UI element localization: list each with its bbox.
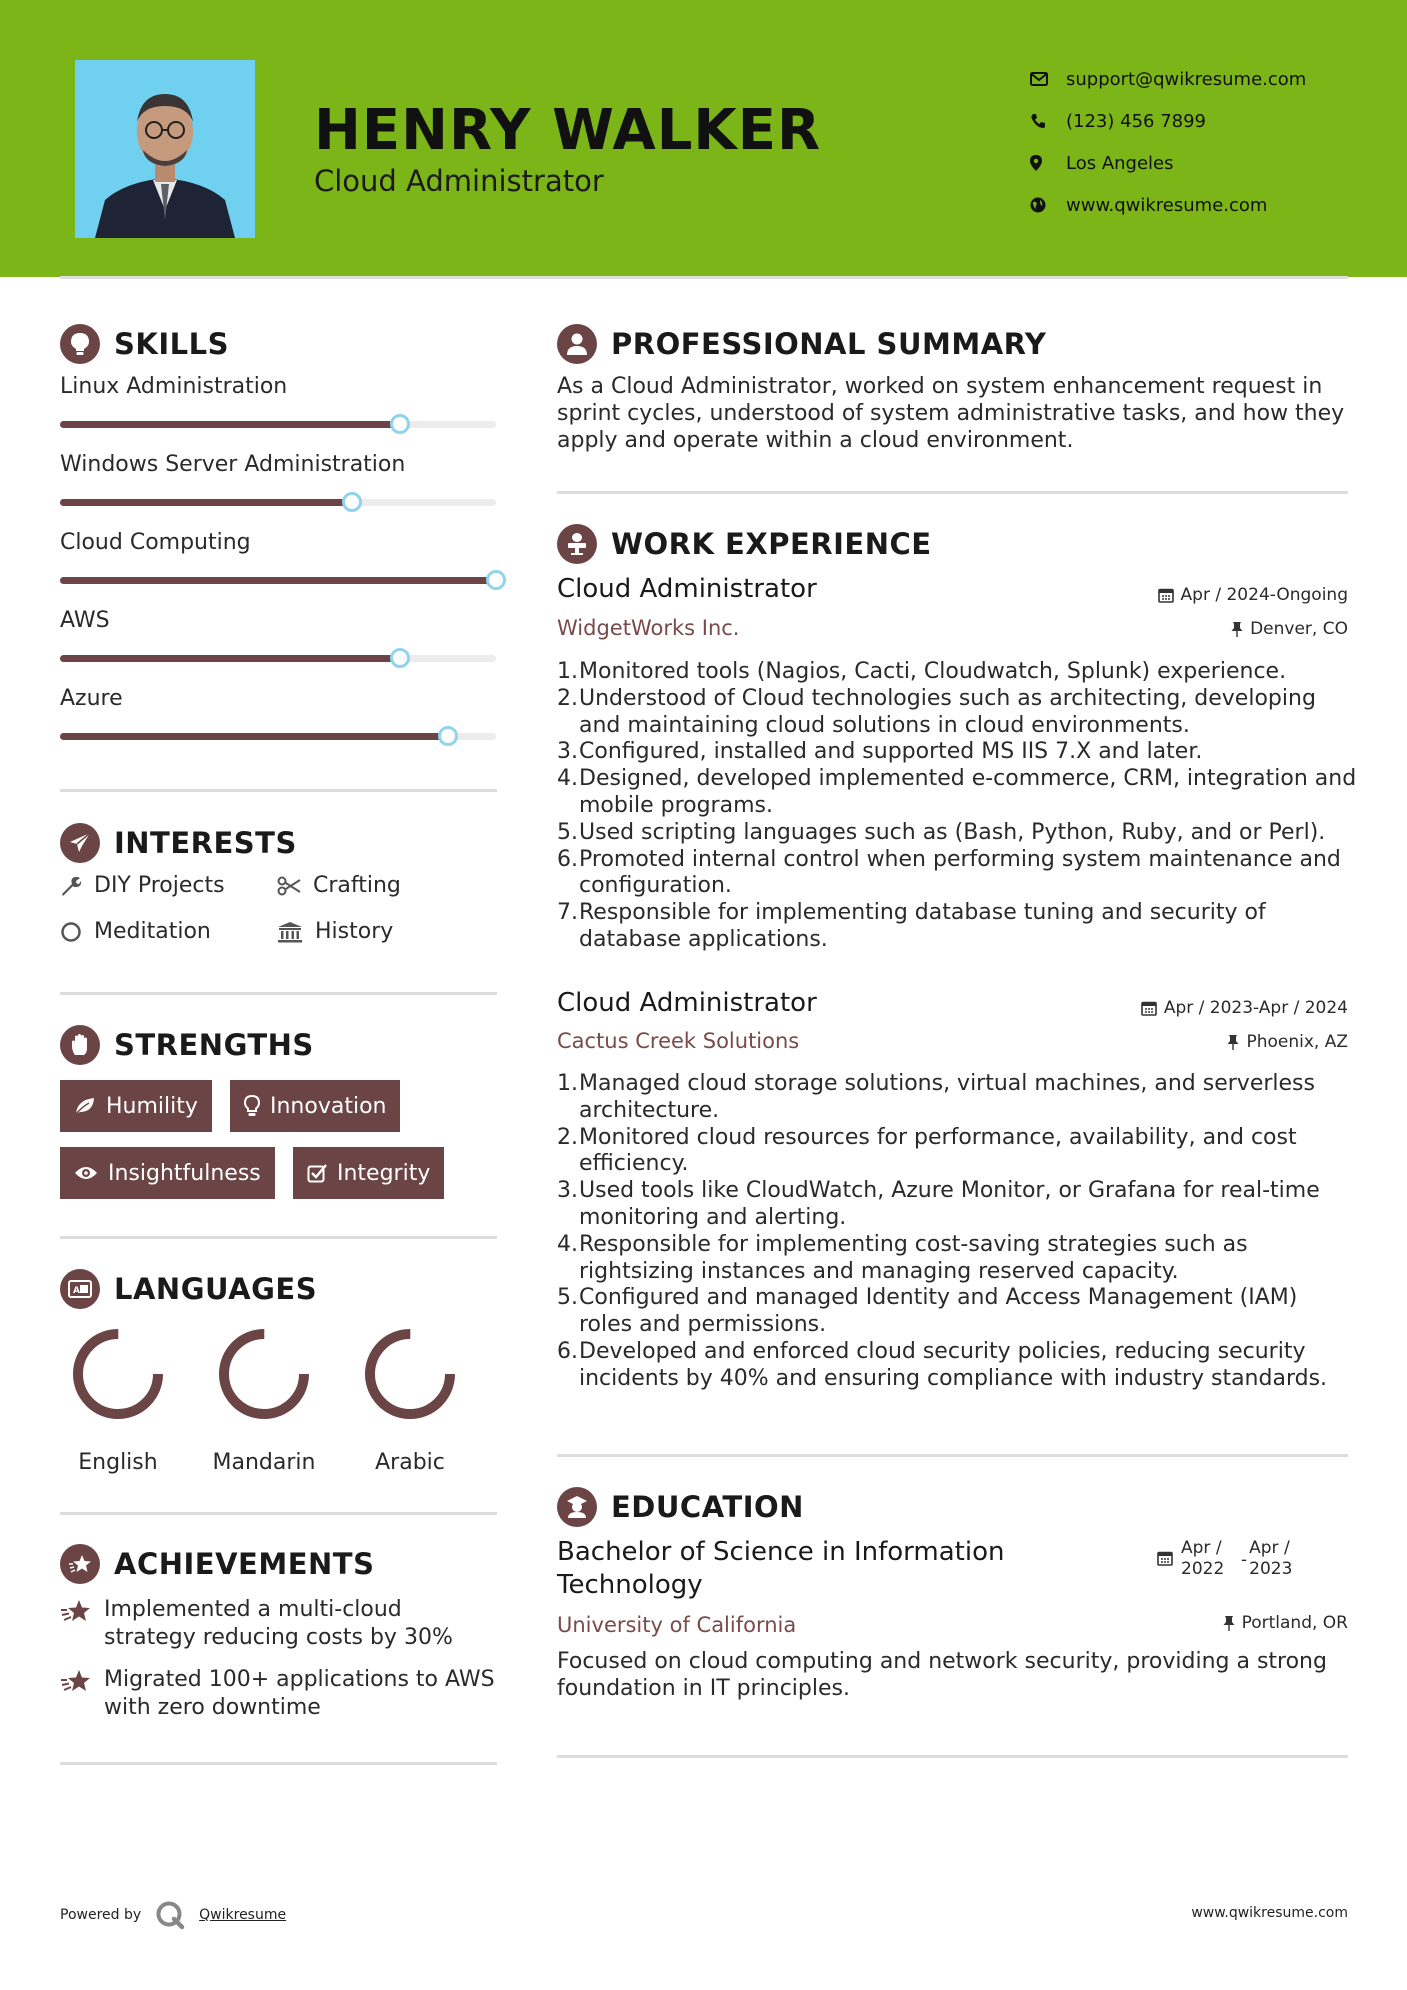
calendar-icon [1158, 587, 1174, 603]
school-name: University of California [557, 1613, 797, 1637]
strength-tag [230, 1080, 400, 1132]
interest-item [277, 873, 401, 898]
languages-divider [60, 1512, 497, 1515]
shooting-star-icon [60, 1544, 100, 1584]
achievements-title: ACHIEVEMENTS [114, 1547, 375, 1581]
duty-item [557, 1125, 1357, 1179]
experience-heading [557, 524, 932, 564]
duty-number: 1. [557, 1071, 578, 1096]
skill-bar [60, 655, 496, 662]
education-location-text: Portland, OR [1241, 1613, 1348, 1633]
job-location [1231, 619, 1348, 639]
experience-title: WORK EXPERIENCE [611, 527, 932, 561]
duty-number: 2. [557, 1124, 578, 1150]
lightbulb-icon [60, 324, 100, 364]
header-banner [0, 0, 1407, 277]
duty-text: Responsible for implementing database tuning and security of database applications. [579, 900, 1266, 952]
skill-bar-knob [390, 414, 410, 434]
duty-text: Managed cloud storage solutions, virtual machines, and serverless architecture. [579, 1071, 1315, 1123]
strength-label: Insightfulness [108, 1160, 261, 1186]
wrench-icon [60, 875, 82, 897]
duty-item [557, 820, 1357, 847]
podium-icon [557, 524, 597, 564]
duty-item [557, 1339, 1357, 1393]
language-item [209, 1328, 319, 1475]
contact-email[interactable] [1030, 58, 1306, 100]
duty-number: 6. [557, 1338, 578, 1364]
qwikresume-link[interactable]: Qwikresume [199, 1907, 287, 1923]
duty-text: Developed and enforced cloud security policies, reducing security incidents by 40% and ensuring compliance with industry standards. [579, 1338, 1328, 1391]
eye-icon [74, 1165, 98, 1181]
strength-tag [60, 1080, 212, 1132]
duty-text: Designed, developed implemented e-commerce, CRM, integration and mobile programs. [579, 766, 1357, 818]
skill-bar-knob [390, 648, 410, 668]
skill-bar-fill [60, 577, 496, 584]
duty-item [557, 1285, 1357, 1339]
powered-by-text: Powered by [60, 1907, 142, 1923]
skill-bar-fill [60, 655, 400, 662]
achievement-text: Migrated 100+ applications to AWS with zero downtime [104, 1667, 495, 1720]
duty-text: Used tools like CloudWatch, Azure Monitor, or Grafana for real-time monitoring and alerting. [579, 1178, 1320, 1230]
summary-divider [557, 491, 1348, 494]
skill-bar-knob [438, 726, 458, 746]
language-ring [218, 1328, 310, 1420]
job-dates [1141, 998, 1348, 1018]
skill-label: Linux Administration [60, 374, 288, 399]
candidate-title: Cloud Administrator [314, 164, 604, 198]
skills-divider [60, 789, 497, 792]
summary-heading [557, 324, 1046, 364]
svg-text:A: A [73, 1286, 80, 1296]
skill-bar [60, 577, 496, 584]
strengths-divider [60, 1236, 497, 1239]
map-pin-icon [1030, 155, 1066, 171]
duty-item [557, 847, 1357, 901]
skill-bar-knob [342, 492, 362, 512]
skill-label: AWS [60, 608, 110, 633]
strength-tag [60, 1147, 275, 1199]
contact-email-text: support@qwikresume.com [1066, 68, 1307, 90]
interests-divider [60, 992, 497, 995]
education-description: Focused on cloud computing and network security, providing a strong foundation in IT principles. [557, 1649, 1327, 1701]
skill-bar-fill [60, 421, 400, 428]
experience-divider [557, 1454, 1348, 1457]
pushpin-icon [1227, 1034, 1239, 1050]
language-ring [72, 1328, 164, 1420]
strengths-title: STRENGTHS [114, 1028, 314, 1062]
job-location-text: Denver, CO [1250, 619, 1348, 639]
interest-item [277, 919, 393, 944]
duty-number: 4. [557, 766, 578, 792]
duty-item [557, 739, 1357, 766]
checkbox-icon [307, 1163, 327, 1183]
interest-label: History [315, 919, 394, 944]
duty-item [557, 1232, 1357, 1286]
duty-text: Used scripting languages such as (Bash, Python, Ruby, and or Perl). [579, 819, 1326, 845]
degree-title: Bachelor of Science in Information Technology [557, 1537, 1005, 1600]
duty-number: 7. [557, 900, 578, 926]
skills-title: SKILLS [114, 327, 229, 361]
strength-label: Innovation [270, 1093, 387, 1119]
strength-label: Humility [106, 1093, 198, 1119]
duty-number: 1. [557, 659, 578, 684]
lightbulb-icon [244, 1095, 260, 1117]
duty-text: Monitored tools (Nagios, Cacti, Cloudwatch, Splunk) experience. [579, 659, 1287, 684]
interest-label: DIY Projects [94, 873, 225, 898]
pushpin-icon [1223, 1615, 1235, 1631]
pushpin-icon [1231, 621, 1243, 637]
duty-text: Configured, installed and supported MS IIS 7.X and later. [579, 739, 1203, 765]
education-divider [557, 1755, 1348, 1758]
skill-bar-knob [486, 570, 506, 590]
education-dates [1157, 1538, 1299, 1580]
user-icon [557, 324, 597, 364]
duty-number: 2. [557, 685, 578, 711]
calendar-icon [1157, 1550, 1173, 1566]
job-duties [557, 1071, 1357, 1393]
job-location-text: Phoenix, AZ [1246, 1032, 1348, 1052]
leaf-icon [74, 1096, 96, 1116]
envelope-icon [1030, 72, 1066, 86]
duty-item [557, 1178, 1357, 1232]
job-company: WidgetWorks Inc. [557, 616, 740, 640]
footer-website[interactable]: www.qwikresume.com [1191, 1905, 1348, 1921]
translate-icon [60, 1269, 100, 1309]
duty-text: Monitored cloud resources for performance, availability, and cost efficiency. [579, 1124, 1297, 1177]
language-ring [364, 1328, 456, 1420]
skill-label: Azure [60, 686, 123, 711]
strengths-heading [60, 1025, 314, 1065]
skills-heading [60, 324, 229, 364]
achievements-heading [60, 1544, 374, 1584]
language-item [63, 1328, 173, 1475]
education-start-date: Apr / 2022 [1181, 1538, 1225, 1579]
achievement-item [60, 1666, 500, 1722]
interest-item [60, 919, 211, 944]
hand-icon [60, 1025, 100, 1065]
duty-item [557, 686, 1357, 740]
education-date-separator: - [1241, 1550, 1248, 1570]
interests-heading [60, 823, 297, 863]
contact-phone[interactable] [1030, 100, 1306, 142]
job-dates-text: Apr / 2023-Apr / 2024 [1163, 998, 1348, 1018]
summary-text: As a Cloud Administrator, worked on system enhancement request in sprint cycles, understood of system administrative tasks, and how they apply and operate within a cloud environment. [557, 374, 1345, 453]
circle-icon [60, 921, 82, 943]
contact-location-text: Los Angeles [1066, 152, 1174, 174]
skill-bar [60, 733, 496, 740]
job-duties [557, 659, 1357, 954]
language-item [355, 1328, 465, 1475]
skill-bar [60, 499, 496, 506]
calendar-icon [1141, 1000, 1157, 1016]
duty-number: 3. [557, 739, 578, 765]
duty-number: 4. [557, 1231, 578, 1257]
scissors-icon [277, 876, 301, 896]
duty-item [557, 766, 1357, 820]
globe-icon [1030, 197, 1066, 213]
job-company: Cactus Creek Solutions [557, 1029, 800, 1053]
phone-icon [1030, 113, 1066, 129]
duty-item [557, 1071, 1357, 1125]
graduate-icon [557, 1487, 597, 1527]
profile-photo [75, 60, 255, 238]
summary-title: PROFESSIONAL SUMMARY [611, 327, 1047, 361]
job-dates-text: Apr / 2024-Ongoing [1180, 585, 1348, 605]
education-location [1223, 1613, 1348, 1633]
language-label: English [78, 1450, 158, 1475]
duty-item [557, 900, 1357, 954]
paper-plane-icon [60, 823, 100, 863]
qwikresume-logo-icon [155, 1900, 185, 1930]
duty-text: Promoted internal control when performing system maintenance and configuration. [579, 846, 1341, 899]
footer-powered-by [60, 1900, 286, 1930]
strength-label: Integrity [337, 1160, 431, 1186]
skill-label: Cloud Computing [60, 530, 251, 555]
interest-label: Crafting [313, 873, 401, 898]
star-icon [60, 1668, 104, 1698]
strength-tag [293, 1147, 444, 1199]
skill-bar-fill [60, 499, 352, 506]
education-title: EDUCATION [611, 1490, 804, 1524]
contact-location [1030, 142, 1306, 184]
languages-title: LANGUAGES [114, 1272, 318, 1306]
duty-text: Responsible for implementing cost-saving strategies such as rightsizing instances and managing reserved capacity. [579, 1231, 1248, 1284]
language-label: Mandarin [212, 1450, 316, 1475]
job-location [1227, 1032, 1348, 1052]
duty-number: 6. [557, 846, 578, 872]
interest-label: Meditation [94, 919, 211, 944]
skill-bar [60, 421, 496, 428]
job-title: Cloud Administrator [557, 574, 817, 604]
contact-list [1030, 58, 1306, 226]
job-dates [1158, 585, 1348, 605]
achievement-item [60, 1596, 500, 1652]
contact-website[interactable] [1030, 184, 1306, 226]
interest-item [60, 873, 225, 898]
duty-item [557, 659, 1357, 686]
star-icon [60, 1598, 104, 1628]
languages-heading [60, 1269, 317, 1309]
contact-phone-text: (123) 456 7899 [1066, 110, 1207, 132]
museum-icon [277, 921, 303, 943]
header-divider [60, 276, 1348, 279]
duty-number: 5. [557, 819, 578, 845]
duty-number: 5. [557, 1285, 578, 1311]
education-end-date: Apr / 2023 [1249, 1538, 1293, 1579]
contact-website-text: www.qwikresume.com [1066, 194, 1268, 216]
duty-text: Configured and managed Identity and Access Management (IAM) roles and permissions. [579, 1285, 1298, 1338]
education-heading [557, 1487, 804, 1527]
candidate-name: HENRY WALKER [314, 98, 822, 163]
language-label: Arabic [375, 1450, 445, 1475]
duty-number: 3. [557, 1178, 578, 1204]
achievement-text: Implemented a multi-cloud strategy reducing costs by 30% [104, 1597, 453, 1650]
duty-text: Understood of Cloud technologies such as architecting, developing and maintaining cloud solutions in cloud environments. [579, 685, 1316, 738]
job-title: Cloud Administrator [557, 988, 817, 1018]
interests-title: INTERESTS [114, 826, 297, 860]
achievements-divider [60, 1762, 497, 1765]
skill-label: Windows Server Administration [60, 452, 406, 477]
skill-bar-fill [60, 733, 448, 740]
